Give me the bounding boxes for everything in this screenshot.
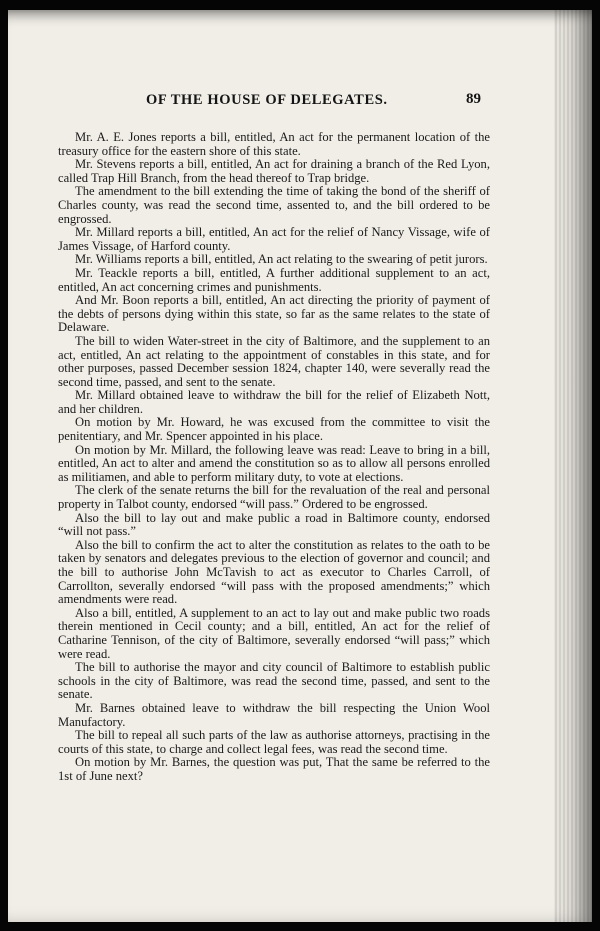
paragraph: Mr. A. E. Jones reports a bill, entitled, An act for the permanent location of the treasury office for the eastern shore of this state. [58, 130, 490, 158]
paragraph: On motion by Mr. Howard, he was excused from the committee to visit the penitentiary, and Mr. Spencer appointed in his place. [58, 415, 490, 444]
page-number: 89 [466, 91, 481, 107]
book-page [8, 10, 592, 922]
paragraph: Mr. Millard reports a bill, entitled, An act for the relief of Nancy Vissage, wife of James Vissage, of Harford county. [58, 225, 490, 253]
paragraph: The bill to repeal all such parts of the law as authorise attorneys, practising in the courts of this state, to charge and collect legal fees, was read the second time. [58, 728, 490, 756]
paragraph: Also a bill, entitled, A supplement to an act to lay out and make public two roads therein mentioned in Cecil county; and a bill, entitled, An act for the relief of Catharine Tennison, of the city of Baltimore, severally endorsed “will pass;” which were read. [58, 605, 490, 661]
paragraph: On motion by Mr. Barnes, the question was put, That the same be referred to the 1st of June next? [58, 755, 490, 783]
running-header [8, 92, 592, 116]
page-gutter-shadow [554, 10, 592, 922]
journal-text [58, 131, 490, 784]
paragraph: Mr. Barnes obtained leave to withdraw the bill respecting the Union Wool Manufactory. [58, 700, 490, 729]
paragraph: The clerk of the senate returns the bill for the revaluation of the real and personal property in Talbot county, endorsed “will pass.” Ordered to be engrossed. [58, 483, 490, 512]
paragraph: Mr. Teackle reports a bill, entitled, A further additional supplement to an act, entitled, An act concerning crimes and punishments. [58, 265, 490, 294]
paragraph: And Mr. Boon reports a bill, entitled, An act directing the priority of payment of the debts of persons dying within this state, so far as the same relates to the state of Delaware. [58, 293, 490, 335]
paragraph: The bill to authorise the mayor and city council of Baltimore to establish public schools in the city of Baltimore, was read the second time, passed, and sent to the senate. [58, 660, 490, 702]
paragraph: The amendment to the bill extending the time of taking the bond of the sheriff of Charles county, was read the second time, assented to, and the bill ordered to be engrossed. [58, 184, 490, 226]
paragraph: Mr. Williams reports a bill, entitled, An act relating to the swearing of petit jurors. [75, 252, 488, 267]
paragraph: On motion by Mr. Millard, the following leave was read: Leave to bring in a bill, entitled, An act to alter and amend the constitution so as to allow all persons enrolled as militiamen, and able to perform military duty, to vote at elections. [58, 442, 490, 484]
paragraph: Mr. Stevens reports a bill, entitled, An act for draining a branch of the Red Lyon, called Trap Hill Branch, from the head thereof to Trap bridge. [58, 157, 490, 185]
header-title: OF THE HOUSE OF DELEGATES. [146, 92, 388, 108]
paragraph: The bill to widen Water-street in the city of Baltimore, and the supplement to an act, entitled, An act relating to the appointment of constables in this state, and for other purposes, passed December session 1824, chapter 140, were severally read the second time, passed, and sent to the senate. [58, 333, 490, 389]
paragraph: Also the bill to confirm the act to alter the constitution as relates to the oath to be taken by senators and delegates previous to the election of governor and council; and the bill to authorise John McTavish to act as executor to Charles Carroll, of Carrollton, severally endorsed “will pass with the proposed amendments;” which amendments were read. [58, 537, 490, 607]
paragraph: Also the bill to lay out and make public a road in Baltimore county, endorsed “will not pass.” [58, 510, 490, 539]
paragraph: Mr. Millard obtained leave to withdraw the bill for the relief of Elizabeth Nott, and her children. [58, 388, 490, 416]
